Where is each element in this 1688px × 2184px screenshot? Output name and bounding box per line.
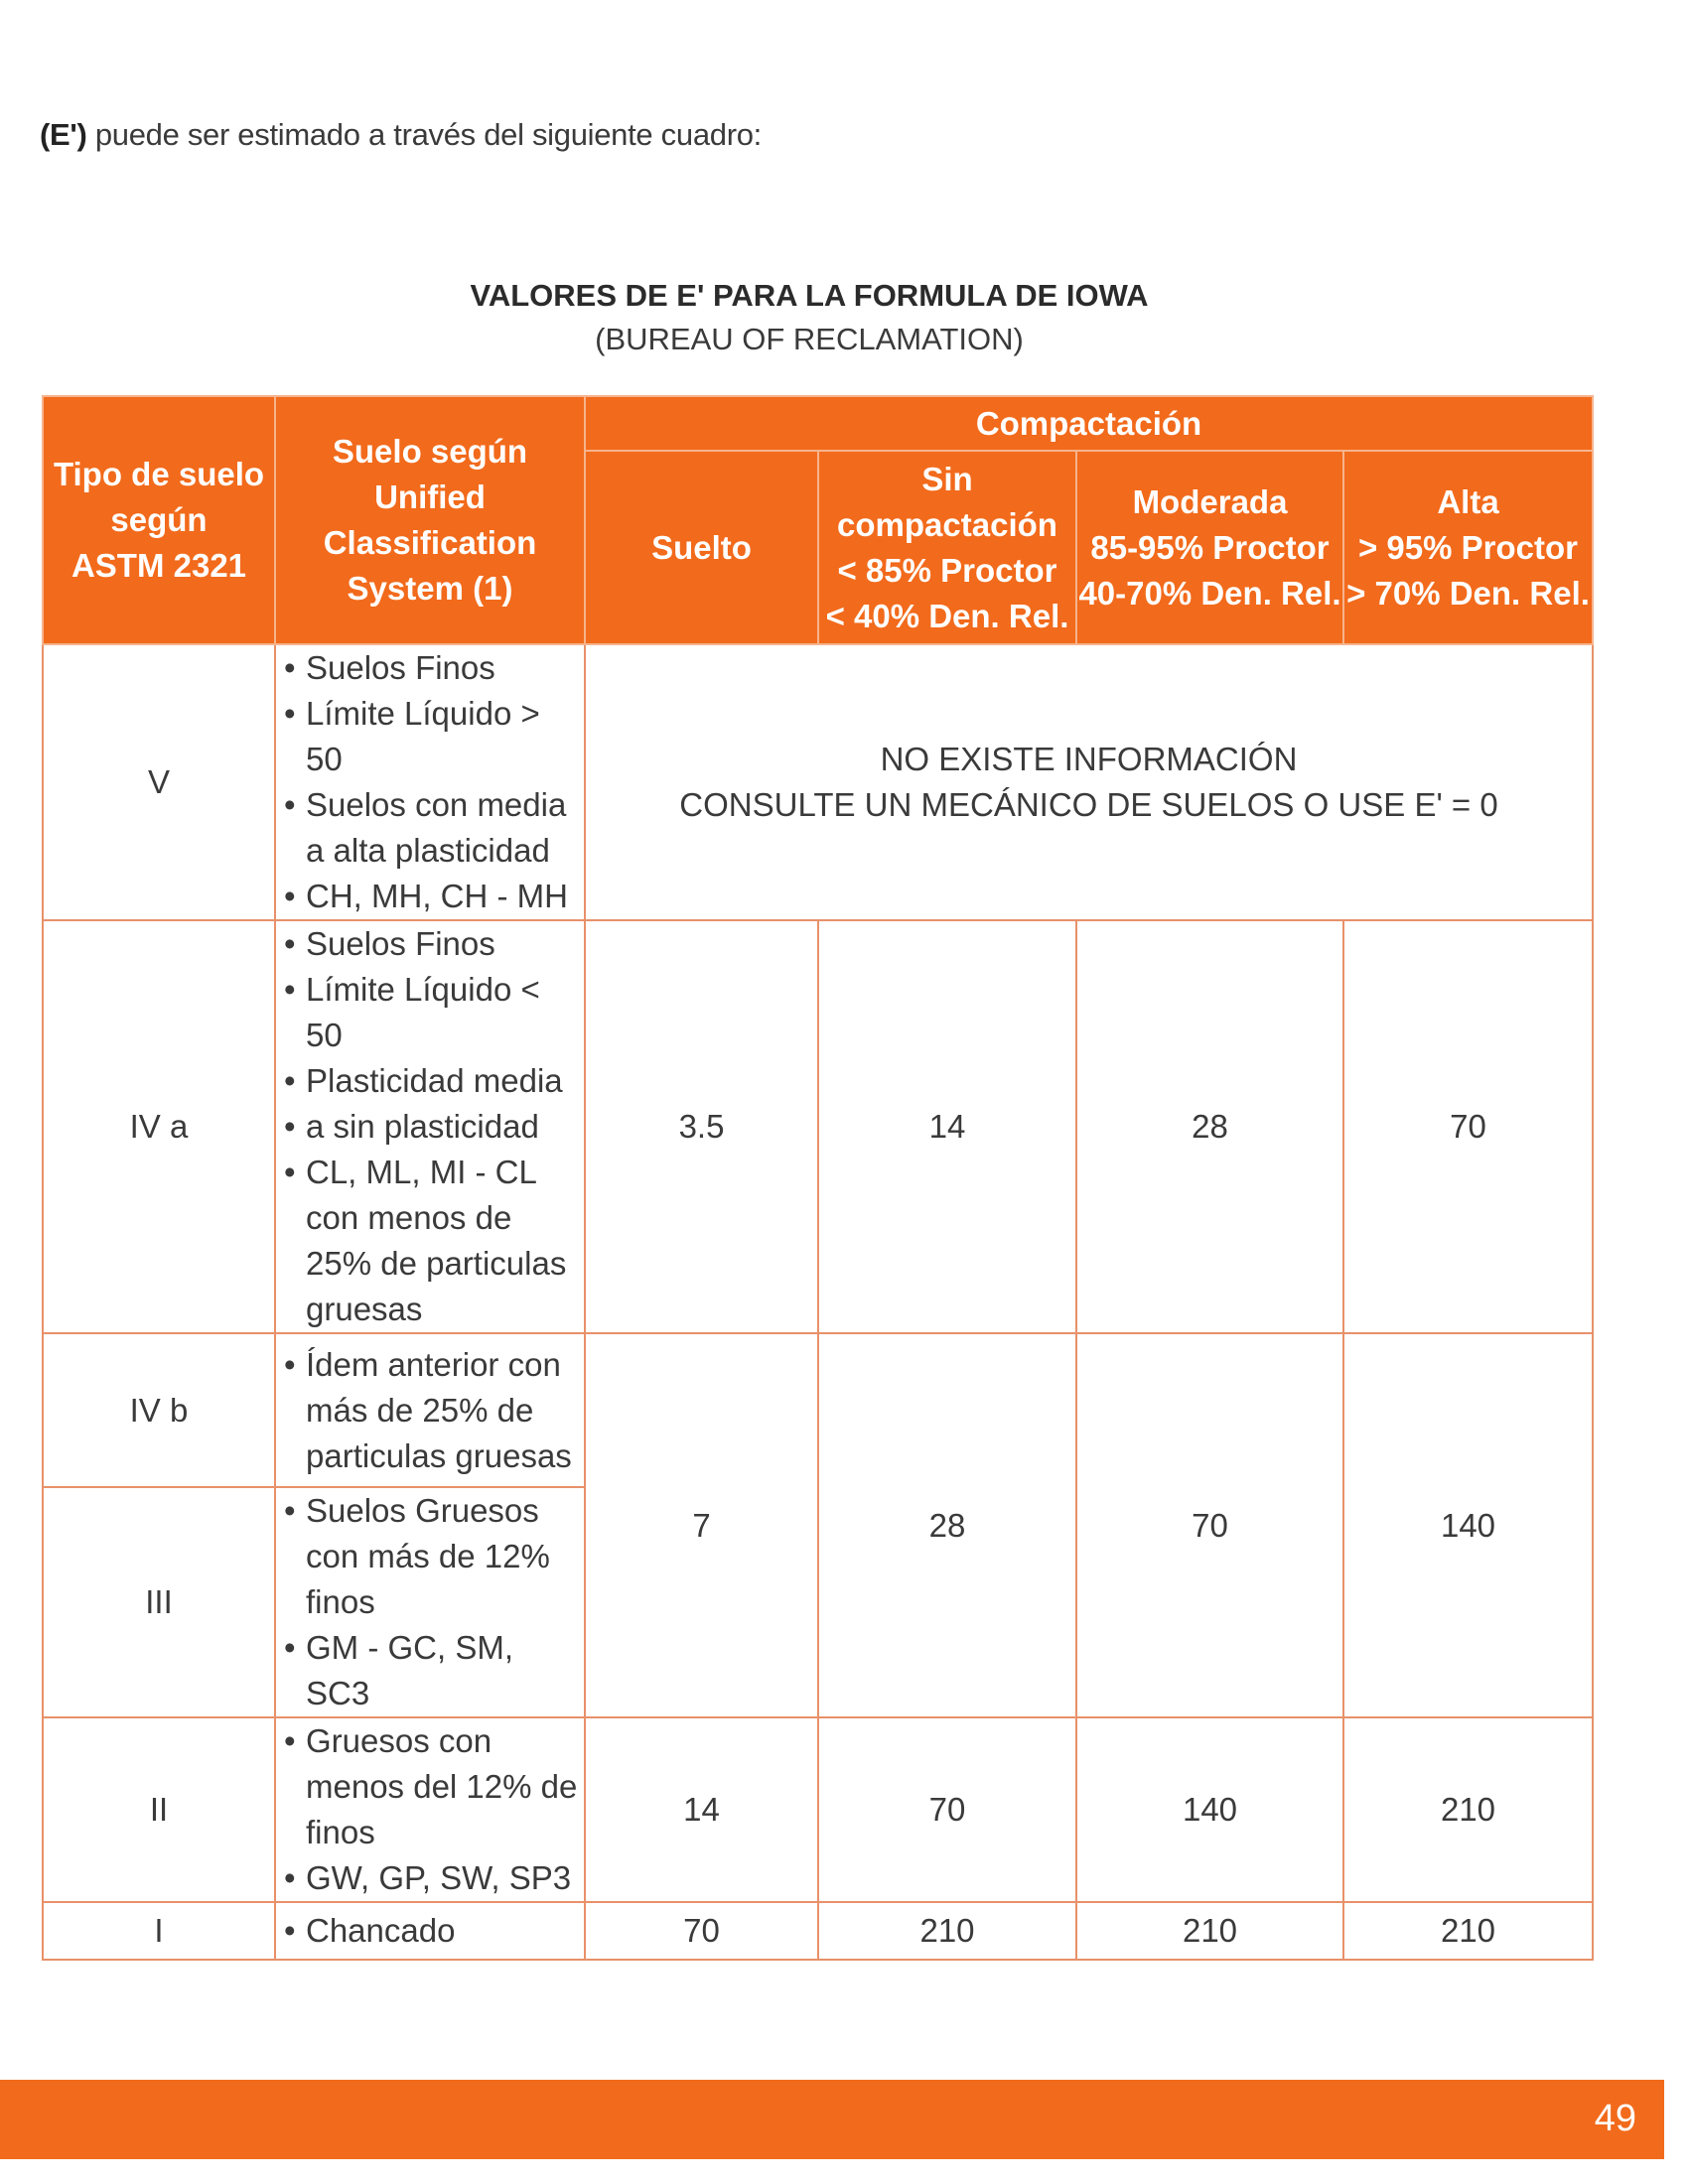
- tipo-cell: IV a: [43, 920, 275, 1333]
- header-alta: Alta > 95% Proctor > 70% Den. Rel.: [1343, 451, 1593, 644]
- value-suelto: 14: [585, 1717, 818, 1902]
- value-moderada: 70: [1076, 1333, 1343, 1717]
- soil-description: • Suelos Finos • Límite Líquido > 50 • Suelos con media a alta plasticidad • CH, MH, CH - MH: [275, 644, 585, 920]
- soil-description: • Suelos Finos • Límite Líquido < 50 • Plasticidad media • a sin plasticidad • CL, ML, MI - CL con menos de 25% de particulas gruesas: [275, 920, 585, 1333]
- value-suelto: 70: [585, 1902, 818, 1960]
- intro-body: puede ser estimado a través del siguiente cuadro:: [86, 117, 762, 152]
- value-alta: 140: [1343, 1333, 1593, 1717]
- table-row: [43, 920, 1593, 1333]
- header-tipo: Tipo de suelo según ASTM 2321: [43, 396, 275, 644]
- intro-text: [40, 117, 762, 153]
- value-alta: 210: [1343, 1717, 1593, 1902]
- table-row: [43, 1902, 1593, 1960]
- e-values-table: [42, 395, 1594, 1961]
- value-alta: 210: [1343, 1902, 1593, 1960]
- table-row: [43, 1333, 1593, 1487]
- value-sin-compactacion: 14: [818, 920, 1076, 1333]
- intro-bold: (E'): [40, 117, 87, 152]
- value-alta: 70: [1343, 920, 1593, 1333]
- table-title: VALORES DE E' PARA LA FORMULA DE IOWA: [470, 278, 1149, 313]
- soil-description: • Suelos Gruesos con más de 12% finos • GM - GC, SM, SC3: [275, 1487, 585, 1717]
- tipo-cell: III: [43, 1487, 275, 1717]
- page-number: 49: [1594, 2098, 1636, 2139]
- header-compactacion: Compactación: [585, 396, 1593, 451]
- soil-description: • Ídem anterior con más de 25% de particulas gruesas: [275, 1333, 585, 1487]
- tipo-cell: II: [43, 1717, 275, 1902]
- header-suelto: Suelto: [585, 451, 818, 644]
- table-row: [43, 1717, 1593, 1902]
- no-data-note: NO EXISTE INFORMACIÓN CONSULTE UN MECÁNICO DE SUELOS O USE E' = 0: [585, 644, 1593, 920]
- value-moderada: 140: [1076, 1717, 1343, 1902]
- header-suelo-ucs: Suelo según Unified Classification System (1): [275, 396, 585, 644]
- tipo-cell: V: [43, 644, 275, 920]
- tipo-cell: IV b: [43, 1333, 275, 1487]
- soil-description: • Chancado: [275, 1902, 585, 1960]
- value-sin-compactacion: 28: [818, 1333, 1076, 1717]
- value-moderada: 28: [1076, 920, 1343, 1333]
- table-subtitle: (BUREAU OF RECLAMATION): [595, 322, 1024, 356]
- tipo-cell: I: [43, 1902, 275, 1960]
- value-moderada: 210: [1076, 1902, 1343, 1960]
- value-sin-compactacion: 70: [818, 1717, 1076, 1902]
- header-moderada: Moderada 85-95% Proctor 40-70% Den. Rel.: [1076, 451, 1343, 644]
- soil-description: • Gruesos con menos del 12% de finos • GW, GP, SW, SP3: [275, 1717, 585, 1902]
- table-row: [43, 644, 1593, 920]
- header-row-1: [43, 396, 1593, 451]
- value-sin-compactacion: 210: [818, 1902, 1076, 1960]
- value-suelto: 7: [585, 1333, 818, 1717]
- value-suelto: 3.5: [585, 920, 818, 1333]
- footer-bar: [0, 2080, 1664, 2159]
- header-sin-compactacion: Sin compactación < 85% Proctor < 40% Den. Rel.: [818, 451, 1076, 644]
